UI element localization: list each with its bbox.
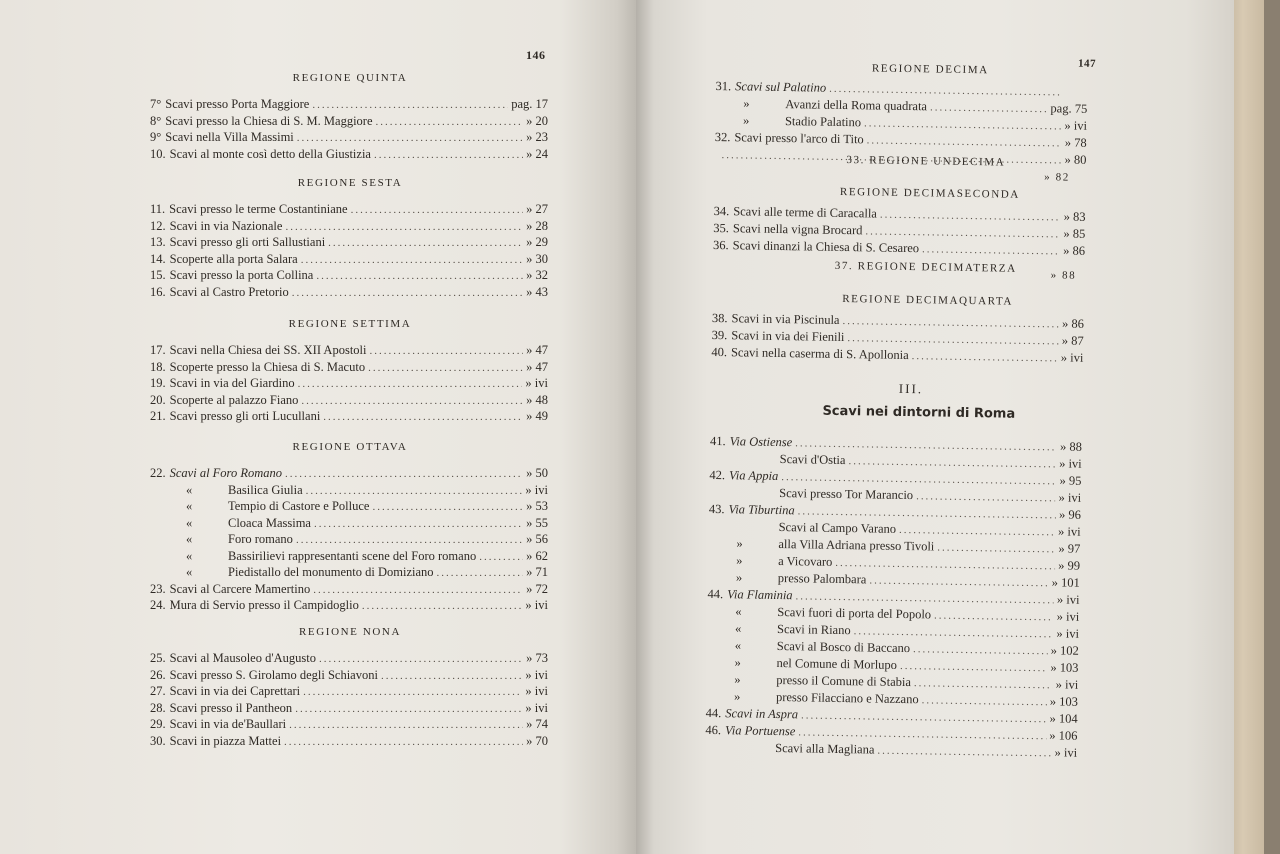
section-heading: REGIONE QUINTA — [292, 72, 408, 84]
entry-number: 12. — [150, 218, 166, 233]
entry-number: 40. — [711, 344, 728, 360]
entry-page: » 80 — [1064, 152, 1087, 167]
entry-title: presso Palombara — [777, 571, 867, 587]
leader-dots — [295, 701, 522, 717]
entry-number: « — [734, 638, 742, 653]
entry-number: 36. — [712, 237, 729, 253]
entry-title: Mura di Servio presso il Campidoglio — [169, 598, 359, 612]
entry-page: » 49 — [526, 409, 548, 423]
entry-title: Scoperte alla porta Salara — [169, 251, 298, 266]
entry-page: » 95 — [1059, 473, 1082, 488]
entry-number: 46. — [705, 722, 722, 738]
entry-title: Scavi al monte così detto della Giustizia — [169, 146, 371, 161]
entry-page: » ivi — [1056, 626, 1080, 641]
heading-regione-decimaterza: 37. REGIONE DECIMATERZA — [834, 259, 1017, 275]
page-number-left: 146 — [526, 48, 546, 62]
entry-page: » ivi — [1060, 350, 1084, 365]
entry-page: » 72 — [526, 581, 548, 596]
entry-number: 25. — [150, 651, 166, 665]
entry-number: 10. — [150, 146, 166, 161]
section-heading: REGIONE SETTIMA — [288, 318, 412, 330]
entry-number: 17. — [150, 343, 166, 357]
entry-page: » 47 — [526, 359, 548, 374]
toc-entry — [150, 342, 548, 358]
leader-dots — [312, 97, 508, 113]
entry-title: Stadio Palatino — [784, 114, 862, 130]
entry-number: « — [186, 482, 193, 497]
entry-number: 44. — [705, 705, 722, 721]
entry-number: » — [736, 553, 743, 568]
left-page — [0, 0, 636, 854]
entry-title: Via Portuense — [724, 723, 796, 739]
entry-number: 7° — [150, 97, 162, 111]
leader-dots — [877, 743, 1051, 762]
entry-page: » 106 — [1049, 728, 1078, 743]
toc-entry — [150, 113, 548, 129]
entry-title: Scavi nella caserma di S. Apollonia — [730, 345, 909, 363]
entry-title: Scavi alla Magliana — [775, 741, 875, 757]
part-numeral: III. — [898, 380, 924, 397]
entry-page: » 53 — [526, 499, 548, 513]
entry-number: 15. — [150, 268, 166, 282]
entry-number: » — [743, 96, 750, 111]
leader-dots — [369, 343, 523, 359]
leader-dots — [313, 582, 523, 598]
entry-page: » 20 — [526, 113, 548, 128]
entry-page: » 74 — [526, 717, 548, 731]
entry-title: Scavi presso le terme Costantiniane — [169, 202, 348, 216]
entry-title: Scavi in Riano — [776, 622, 851, 638]
toc-entry — [150, 548, 548, 564]
toc-entry — [150, 733, 548, 749]
page-edge — [1234, 0, 1264, 854]
leader-dots — [937, 540, 1055, 558]
entry-title: Scoperte presso la Chiesa di S. Macuto — [169, 359, 366, 374]
leader-dots — [285, 466, 523, 482]
entry-title: Scavi nella Villa Massimi — [165, 130, 294, 144]
leader-dots — [301, 393, 523, 409]
decimaterza-page: » 88 — [1050, 269, 1077, 282]
leader-dots — [912, 348, 1058, 366]
section-heading: REGIONE NONA — [299, 626, 401, 638]
entry-title: Scavi presso gli orti Lucullani — [169, 409, 321, 423]
entry-page: » ivi — [1058, 490, 1082, 505]
leader-dots — [934, 607, 1054, 625]
toc-entry — [150, 531, 548, 547]
entry-page: » ivi — [525, 482, 548, 497]
entry-title: Scavi in via Piscinula — [731, 311, 840, 327]
entry-number: 13. — [150, 235, 166, 249]
toc-entry — [150, 201, 548, 217]
leader-dots — [362, 598, 523, 614]
entry-number: « — [735, 604, 742, 619]
entry-page: » ivi — [1056, 592, 1080, 607]
leader-dots — [351, 202, 523, 218]
entry-page: » 99 — [1058, 558, 1081, 573]
entry-number: 30. — [150, 733, 166, 748]
entry-title: Scoperte al palazzo Fiano — [169, 392, 299, 407]
entry-title: Scavi in Aspra — [725, 706, 799, 722]
entry-number: « — [186, 515, 193, 530]
entry-title: Scavi presso la porta Collina — [169, 268, 314, 282]
toc-entry — [150, 650, 548, 666]
entry-page: » 78 — [1064, 135, 1087, 150]
leader-dots — [930, 99, 1048, 117]
entry-number: 44. — [707, 586, 724, 602]
toc-entry — [150, 498, 548, 514]
leader-dots — [372, 499, 523, 515]
entry-title: presso il Comune di Stabia — [776, 673, 912, 690]
entry-title: alla Villa Adriana presso Tivoli — [778, 537, 935, 554]
entry-title: Basilica Giulia — [228, 482, 303, 497]
entry-page: » 86 — [1063, 243, 1086, 258]
entry-number: 34. — [713, 203, 730, 219]
entry-title: Scavi presso gli orti Sallustiani — [169, 235, 326, 249]
entry-number: 20. — [150, 392, 166, 407]
entry-page: » 62 — [526, 548, 548, 563]
leader-dots — [374, 147, 523, 163]
entry-number: « — [734, 621, 742, 636]
entry-number: 35. — [713, 220, 730, 236]
leader-dots — [298, 376, 523, 392]
entry-page: » ivi — [525, 700, 548, 715]
entry-number: 42. — [709, 467, 726, 483]
entry-title: Cloaca Massima — [228, 515, 311, 530]
toc-entry — [150, 581, 548, 597]
toc-entry — [150, 716, 548, 732]
undecima-page: » 82 — [1044, 171, 1070, 184]
entry-page: » 70 — [526, 733, 548, 748]
entry-title: Scavi in piazza Mattei — [169, 733, 282, 748]
heading-regione-decimaquarta: REGIONE DECIMAQUARTA — [842, 293, 1014, 308]
entry-number: 32. — [714, 129, 731, 145]
entry-title: Scavi al Campo Varano — [778, 520, 897, 536]
toc-entry — [150, 564, 548, 580]
entry-title: Scavi d'Ostia — [779, 452, 846, 468]
page-number-right: 147 — [1077, 57, 1097, 70]
entry-title: Scavi dinanzi la Chiesa di S. Cesareo — [732, 238, 920, 256]
entry-number: 41. — [709, 433, 726, 449]
entry-page: » 97 — [1058, 541, 1081, 556]
entry-number: 39. — [711, 327, 728, 343]
entry-title: Scavi presso S. Girolamo degli Schiavoni — [169, 667, 378, 682]
entry-title: Avanzi della Roma quadrata — [785, 97, 928, 114]
entry-number: 9° — [150, 130, 162, 144]
entry-title: nel Comune di Morlupo — [776, 656, 898, 672]
leader-dots — [368, 360, 523, 376]
heading-regione-undecima: 33. REGIONE UNDECIMA — [846, 154, 1006, 169]
entry-page: pag. 75 — [1050, 101, 1088, 116]
entry-title: Bassirilievi rappresentanti scene del Foro romano — [228, 548, 477, 563]
right-page — [636, 0, 1234, 854]
leader-dots — [479, 549, 523, 565]
entry-title: Scavi in via del Giardino — [169, 376, 295, 390]
leader-dots — [306, 483, 523, 499]
heading-regione-decima: REGIONE DECIMA — [871, 62, 989, 77]
entry-page: » ivi — [1059, 456, 1082, 471]
entry-title: Via Flaminia — [727, 587, 793, 603]
entry-page: » 55 — [526, 515, 548, 530]
entry-page: » 73 — [526, 651, 548, 665]
entry-page: » 104 — [1049, 711, 1078, 726]
entry-number: 28. — [150, 700, 166, 715]
toc-entry — [150, 700, 548, 716]
entry-page: » 103 — [1049, 694, 1079, 709]
entry-title: Scavi presso Tor Marancio — [779, 486, 914, 503]
leader-dots — [921, 692, 1046, 710]
entry-title: Scavi alle terme di Caracalla — [733, 204, 878, 221]
toc-entry — [150, 359, 548, 375]
entry-number: » — [742, 113, 750, 128]
entry-number: « — [186, 499, 193, 513]
entry-page: » 24 — [526, 146, 548, 161]
entry-number: 16. — [150, 284, 166, 299]
entry-page: » 83 — [1063, 209, 1086, 224]
entry-page: » 43 — [526, 284, 548, 299]
section-heading: REGIONE OTTAVA — [292, 441, 408, 453]
entry-page: » 85 — [1063, 226, 1086, 241]
entry-page: » 96 — [1058, 507, 1082, 522]
entry-title: Scavi al Carcere Mamertino — [169, 581, 311, 596]
entry-page: » 71 — [526, 565, 548, 579]
entry-title: Scavi al Bosco di Baccano — [776, 639, 911, 656]
entry-page: » 87 — [1061, 333, 1084, 348]
entry-number: » — [733, 689, 741, 704]
entry-page: » 50 — [526, 466, 548, 480]
entry-title: Scavi fuori di porta del Popolo — [777, 605, 932, 622]
entry-title: Scavi presso il Pantheon — [169, 700, 293, 715]
leader-dots — [303, 684, 522, 700]
entry-title: Scavi in via Nazionale — [169, 218, 283, 233]
toc-entry — [150, 465, 548, 481]
part-title: Scavi nei dintorni di Roma — [822, 403, 1016, 422]
entry-page: » ivi — [525, 684, 548, 698]
cover-edge — [1264, 0, 1280, 854]
entry-title: Scavi presso l'arco di Tito — [734, 130, 864, 147]
entry-title: presso Filacciano e Nazzano — [775, 690, 919, 707]
entry-number: 31. — [715, 78, 732, 94]
entry-title: Via Ostiense — [729, 434, 793, 450]
entry-page: » ivi — [1057, 524, 1081, 539]
leader-dots — [297, 130, 523, 146]
entry-title: Scavi in via dei Fienili — [731, 328, 845, 345]
entry-number: 24. — [150, 598, 166, 612]
entry-number — [705, 751, 751, 752]
entry-title: Scavi presso la Chiesa di S. M. Maggiore — [165, 113, 373, 128]
entry-title: Scavi al Foro Romano — [169, 466, 282, 480]
leader-dots — [381, 668, 522, 684]
entry-title: a Vicovaro — [778, 554, 833, 569]
toc-entry — [150, 597, 548, 613]
entry-number: 11. — [150, 202, 166, 216]
entry-number: 22. — [150, 466, 166, 480]
toc-entry — [150, 515, 548, 531]
entry-page: » 47 — [526, 343, 548, 357]
toc-entry — [150, 234, 548, 250]
leader-dots — [284, 734, 523, 750]
toc-entry — [150, 284, 548, 300]
toc-entry — [150, 129, 548, 145]
entry-number: » — [735, 570, 743, 585]
entry-number: » — [734, 655, 741, 670]
entry-page: » 102 — [1050, 643, 1079, 658]
leader-dots — [319, 651, 523, 667]
leader-dots — [301, 252, 523, 268]
entry-title: Via Appia — [728, 468, 779, 484]
entry-page: » 48 — [526, 392, 548, 407]
leader-dots — [323, 409, 523, 425]
leader-dots — [296, 532, 523, 548]
entry-page: » 32 — [526, 268, 548, 282]
entry-number: « — [186, 548, 193, 563]
entry-page: » 29 — [526, 235, 548, 249]
entry-title: Scavi sul Palatino — [735, 79, 827, 95]
toc-entry — [150, 218, 548, 234]
entry-number: 18. — [150, 359, 166, 374]
toc-entry — [150, 408, 548, 424]
leader-dots — [376, 114, 523, 130]
entry-page: pag. 17 — [511, 97, 548, 111]
entry-title: Scavi nella Chiesa dei SS. XII Apostoli — [169, 343, 367, 357]
entry-number: 19. — [150, 376, 166, 390]
toc-entry — [150, 667, 548, 683]
entry-page: » ivi — [1054, 745, 1078, 760]
entry-number: 29. — [150, 717, 166, 731]
toc-entry — [150, 267, 548, 283]
entry-title: Tempio di Castore e Polluce — [228, 499, 370, 513]
entry-number: 21. — [150, 409, 166, 423]
entry-title: Scavi in via de'Baullari — [169, 717, 287, 731]
toc-entry — [150, 146, 548, 162]
entry-number: » — [736, 536, 743, 551]
leader-dots — [314, 516, 523, 532]
entry-page: » 30 — [526, 251, 548, 266]
entry-page: » ivi — [525, 667, 548, 682]
entry-page: » ivi — [525, 598, 548, 612]
entry-number: 27. — [150, 684, 166, 698]
entry-page: » 86 — [1061, 316, 1085, 331]
entry-page: » ivi — [1055, 677, 1079, 692]
entry-page: » 103 — [1050, 660, 1079, 675]
entry-number: » — [734, 672, 741, 687]
entry-number: « — [186, 565, 193, 579]
entry-title: Scavi nella vigna Brocard — [732, 221, 863, 238]
entry-title: Scavi al Castro Pretorio — [169, 284, 289, 299]
right-toc — [624, 0, 1235, 854]
entry-number: 14. — [150, 251, 166, 266]
leader-dots — [285, 219, 523, 235]
entry-number: 43. — [708, 501, 725, 517]
section-heading: REGIONE SESTA — [297, 177, 403, 189]
entry-number: 38. — [711, 310, 728, 326]
entry-title: Via Tiburtina — [728, 502, 795, 518]
entry-number: 26. — [150, 667, 166, 682]
leader-dots — [437, 565, 523, 581]
leader-dots — [316, 268, 523, 284]
toc-entry — [150, 482, 548, 498]
toc-entry — [150, 375, 548, 391]
entry-title: Scavi al Mausoleo d'Augusto — [169, 651, 316, 665]
entry-page: » ivi — [1064, 118, 1088, 133]
heading-regione-decimaseconda: REGIONE DECIMASECONDA — [839, 185, 1020, 201]
entry-title: Scavi presso Porta Maggiore — [165, 97, 310, 111]
entry-page: » 88 — [1059, 439, 1083, 454]
entry-page: » ivi — [1056, 609, 1080, 624]
entry-page: » 23 — [526, 130, 548, 144]
entry-number: 23. — [150, 581, 166, 596]
entry-number — [710, 462, 756, 463]
entry-title: Foro romano — [228, 532, 293, 546]
leader-dots — [922, 241, 1060, 259]
leader-dots — [328, 235, 523, 251]
entry-page: » 101 — [1051, 575, 1080, 590]
toc-entry — [150, 251, 548, 267]
entry-number: « — [186, 532, 193, 546]
entry-number — [709, 530, 755, 531]
toc-entry — [150, 683, 548, 699]
entry-number — [709, 496, 755, 497]
leader-dots — [289, 717, 523, 733]
entry-page: » 56 — [526, 532, 548, 546]
toc-entry — [150, 392, 548, 408]
leader-dots — [292, 285, 523, 301]
entry-number: 8° — [150, 113, 162, 128]
entry-page: » 28 — [526, 218, 548, 233]
toc-entry — [150, 96, 548, 112]
entry-title: Piedistallo del monumento di Domiziano — [228, 565, 434, 579]
entry-page: » ivi — [525, 376, 548, 390]
entry-title: Scavi in via dei Caprettari — [169, 684, 301, 698]
entry-page: » 27 — [526, 202, 548, 216]
